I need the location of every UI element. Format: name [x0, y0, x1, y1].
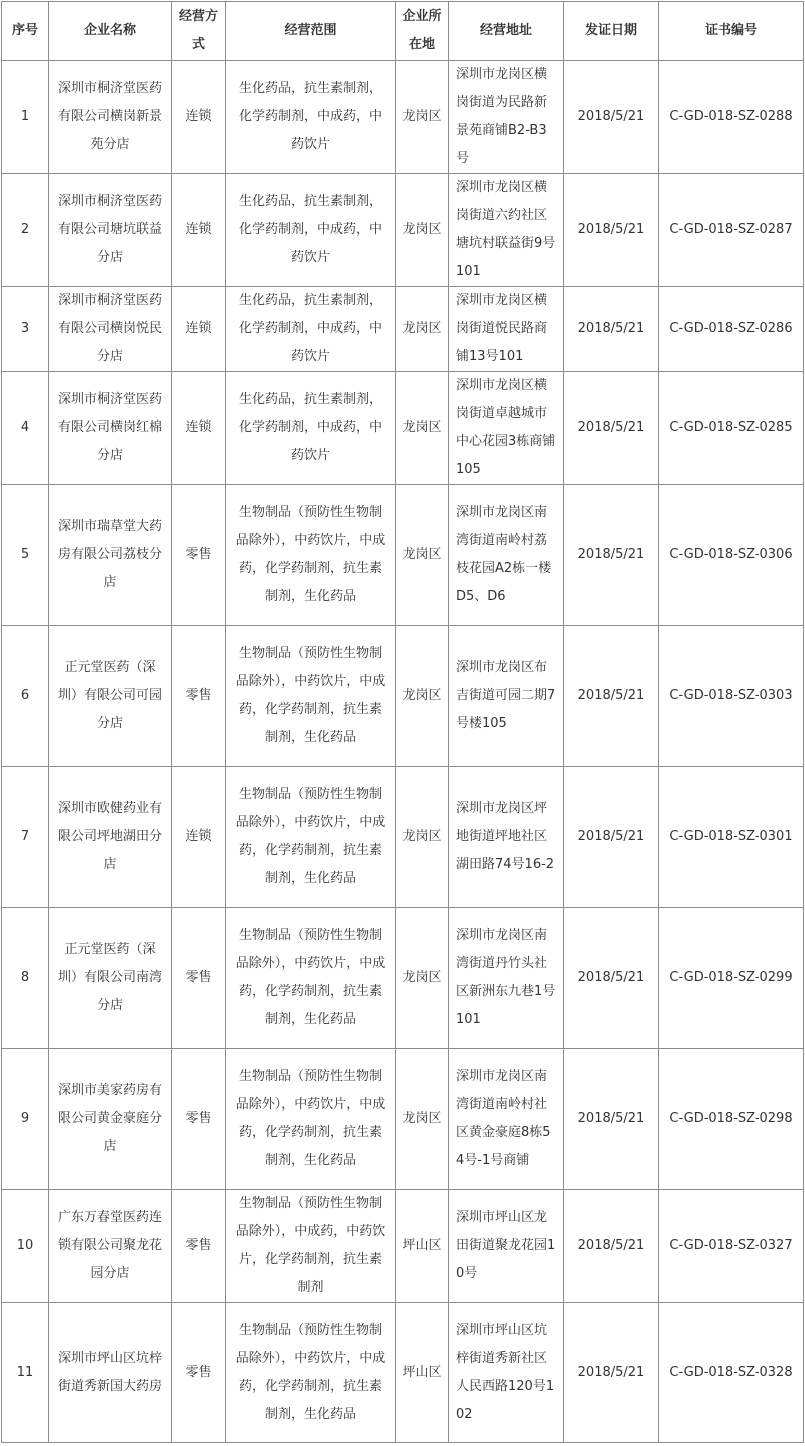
- table-row: [2, 767, 804, 908]
- table-row: [2, 485, 804, 626]
- district: 龙岗区: [396, 372, 449, 485]
- header-issue-date: 发证日期: [564, 2, 659, 61]
- business-scope: 生物制品（预防性生物制品除外），中药饮片，中成药，化学药制剂，抗生素制剂，生化药品: [226, 1303, 396, 1443]
- row-number: 7: [2, 767, 49, 908]
- table-row: [2, 1190, 804, 1303]
- certificate-number: C-GD-018-SZ-0299: [659, 908, 804, 1049]
- district: 龙岗区: [396, 174, 449, 287]
- district: 龙岗区: [396, 61, 449, 174]
- district: 坪山区: [396, 1303, 449, 1443]
- row-number: 11: [2, 1303, 49, 1443]
- business-mode: 连锁: [172, 174, 226, 287]
- district: 龙岗区: [396, 626, 449, 767]
- business-address: 深圳市龙岗区横岗街道悦民路商铺13号101: [449, 287, 564, 372]
- company-name: 深圳市美家药房有限公司黄金豪庭分店: [49, 1049, 172, 1190]
- certificate-number: C-GD-018-SZ-0303: [659, 626, 804, 767]
- certificate-number: C-GD-018-SZ-0301: [659, 767, 804, 908]
- business-address: 深圳市龙岗区南湾街道南岭村荔枝花园A2栋一楼D5、D6: [449, 485, 564, 626]
- row-number: 2: [2, 174, 49, 287]
- district: 龙岗区: [396, 287, 449, 372]
- business-mode: 连锁: [172, 372, 226, 485]
- certificate-number: C-GD-018-SZ-0285: [659, 372, 804, 485]
- table-row: [2, 1303, 804, 1443]
- company-name: 深圳市坪山区坑梓街道秀新国大药房: [49, 1303, 172, 1443]
- header-cert-no: 证书编号: [659, 2, 804, 61]
- certificate-number: C-GD-018-SZ-0327: [659, 1190, 804, 1303]
- business-mode: 连锁: [172, 61, 226, 174]
- issue-date: 2018/5/21: [564, 485, 659, 626]
- business-scope: 生物制品（预防性生物制品除外），中成药，中药饮片，化学药制剂，抗生素制剂: [226, 1190, 396, 1303]
- issue-date: 2018/5/21: [564, 372, 659, 485]
- business-scope: 生物制品（预防性生物制品除外），中药饮片，中成药，化学药制剂，抗生素制剂，生化药品: [226, 767, 396, 908]
- company-name: 广东万春堂医药连锁有限公司聚龙花园分店: [49, 1190, 172, 1303]
- company-name: 正元堂医药（深圳）有限公司可园分店: [49, 626, 172, 767]
- business-address: 深圳市龙岗区横岗街道卓越城市中心花园3栋商铺105: [449, 372, 564, 485]
- row-number: 1: [2, 61, 49, 174]
- business-mode: 零售: [172, 1303, 226, 1443]
- header-address: 经营地址: [449, 2, 564, 61]
- table-row: [2, 1049, 804, 1190]
- header-district: 企业所在地: [396, 2, 449, 61]
- header-company-name: 企业名称: [49, 2, 172, 61]
- table-row: [2, 174, 804, 287]
- business-mode: 零售: [172, 1190, 226, 1303]
- business-scope: 生物制品（预防性生物制品除外），中药饮片，中成药，化学药制剂，抗生素制剂，生化药品: [226, 908, 396, 1049]
- row-number: 10: [2, 1190, 49, 1303]
- business-scope: 生物制品（预防性生物制品除外），中药饮片，中成药，化学药制剂，抗生素制剂，生化药品: [226, 626, 396, 767]
- certificate-number: C-GD-018-SZ-0306: [659, 485, 804, 626]
- issue-date: 2018/5/21: [564, 287, 659, 372]
- business-mode: 零售: [172, 485, 226, 626]
- company-name: 深圳市桐济堂医药有限公司横岗悦民分店: [49, 287, 172, 372]
- header-business-scope: 经营范围: [226, 2, 396, 61]
- header-business-mode: 经营方式: [172, 2, 226, 61]
- business-scope: 生物制品（预防性生物制品除外），中药饮片，中成药，化学药制剂，抗生素制剂，生化药品: [226, 1049, 396, 1190]
- issue-date: 2018/5/21: [564, 1303, 659, 1443]
- table-row: [2, 61, 804, 174]
- business-mode: 连锁: [172, 287, 226, 372]
- table-row: [2, 372, 804, 485]
- company-name: 正元堂医药（深圳）有限公司南湾分店: [49, 908, 172, 1049]
- business-scope: 生化药品，抗生素制剂，化学药制剂，中成药，中药饮片: [226, 372, 396, 485]
- header-no: 序号: [2, 2, 49, 61]
- issue-date: 2018/5/21: [564, 1049, 659, 1190]
- business-mode: 连锁: [172, 767, 226, 908]
- row-number: 6: [2, 626, 49, 767]
- business-address: 深圳市坪山区龙田街道聚龙花园10号: [449, 1190, 564, 1303]
- row-number: 5: [2, 485, 49, 626]
- license-table: [1, 1, 804, 1443]
- business-scope: 生化药品，抗生素制剂，化学药制剂，中成药，中药饮片: [226, 287, 396, 372]
- header-row: [2, 2, 804, 61]
- district: 龙岗区: [396, 908, 449, 1049]
- company-name: 深圳市桐济堂医药有限公司横岗新景苑分店: [49, 61, 172, 174]
- row-number: 3: [2, 287, 49, 372]
- certificate-number: C-GD-018-SZ-0328: [659, 1303, 804, 1443]
- district: 坪山区: [396, 1190, 449, 1303]
- company-name: 深圳市瑞草堂大药房有限公司荔枝分店: [49, 485, 172, 626]
- business-address: 深圳市坪山区坑梓街道秀新社区人民西路120号102: [449, 1303, 564, 1443]
- district: 龙岗区: [396, 485, 449, 626]
- issue-date: 2018/5/21: [564, 767, 659, 908]
- issue-date: 2018/5/21: [564, 61, 659, 174]
- business-address: 深圳市龙岗区南湾街道南岭村社区黄金豪庭8栋54号-1号商铺: [449, 1049, 564, 1190]
- issue-date: 2018/5/21: [564, 174, 659, 287]
- issue-date: 2018/5/21: [564, 626, 659, 767]
- issue-date: 2018/5/21: [564, 1190, 659, 1303]
- business-mode: 零售: [172, 626, 226, 767]
- certificate-number: C-GD-018-SZ-0286: [659, 287, 804, 372]
- company-name: 深圳市欧健药业有限公司坪地湖田分店: [49, 767, 172, 908]
- company-name: 深圳市桐济堂医药有限公司塘坑联益分店: [49, 174, 172, 287]
- company-name: 深圳市桐济堂医药有限公司横岗红棉分店: [49, 372, 172, 485]
- table-row: [2, 908, 804, 1049]
- district: 龙岗区: [396, 767, 449, 908]
- row-number: 8: [2, 908, 49, 1049]
- business-scope: 生物制品（预防性生物制品除外），中药饮片，中成药，化学药制剂，抗生素制剂，生化药品: [226, 485, 396, 626]
- business-address: 深圳市龙岗区布吉街道可园二期7号楼105: [449, 626, 564, 767]
- certificate-number: C-GD-018-SZ-0288: [659, 61, 804, 174]
- row-number: 9: [2, 1049, 49, 1190]
- business-scope: 生化药品，抗生素制剂，化学药制剂，中成药，中药饮片: [226, 61, 396, 174]
- issue-date: 2018/5/21: [564, 908, 659, 1049]
- table-row: [2, 287, 804, 372]
- certificate-number: C-GD-018-SZ-0287: [659, 174, 804, 287]
- district: 龙岗区: [396, 1049, 449, 1190]
- table-row: [2, 626, 804, 767]
- row-number: 4: [2, 372, 49, 485]
- business-mode: 零售: [172, 908, 226, 1049]
- business-mode: 零售: [172, 1049, 226, 1190]
- business-address: 深圳市龙岗区横岗街道六约社区塘坑村联益街9号101: [449, 174, 564, 287]
- business-address: 深圳市龙岗区南湾街道丹竹头社区新洲东九巷1号101: [449, 908, 564, 1049]
- certificate-number: C-GD-018-SZ-0298: [659, 1049, 804, 1190]
- business-address: 深圳市龙岗区横岗街道为民路新景苑商铺B2-B3号: [449, 61, 564, 174]
- business-address: 深圳市龙岗区坪地街道坪地社区湖田路74号16-2: [449, 767, 564, 908]
- business-scope: 生化药品，抗生素制剂，化学药制剂，中成药，中药饮片: [226, 174, 396, 287]
